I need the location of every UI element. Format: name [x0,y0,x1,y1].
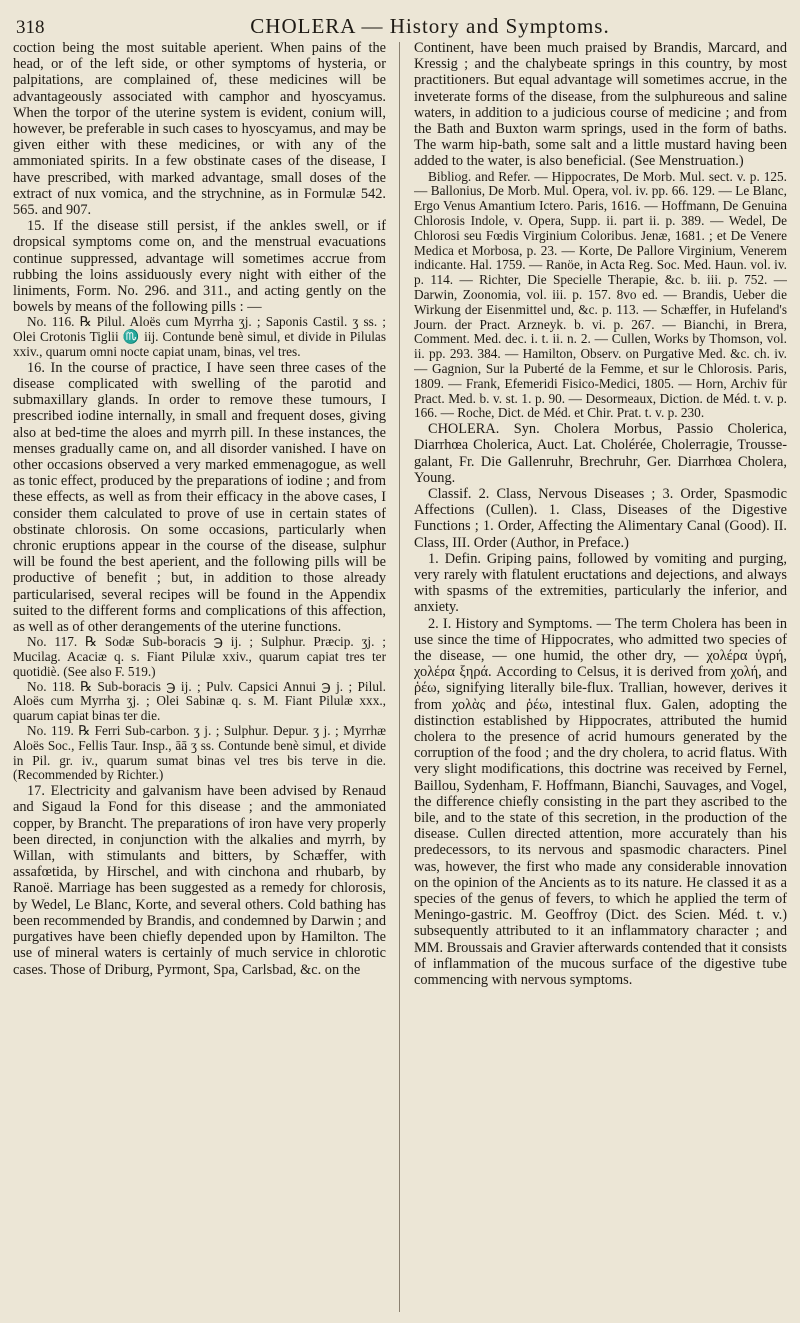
definition: 1. Defin. Griping pains, followed by vomiting and purging, very rarely with flatulent eructations and dejections, and always with spasms of the extremities, particularly the inferior, and anxiety. [414,550,787,616]
entry-heading-cholera: CHOLERA. Syn. Cholera Morbus, Passio Cholerica, Diarrhœa Cholerica, Auct. Lat. Cholérée, Cholerragie, Trousse-galant, Fr. Die Gallenruhr, Brechruhr, Ger. Diarrhœa Cholera, Young. [414,421,787,486]
formula: No. 117. ℞ Sodæ Sub-boracis ℈ ij. ; Sulphur. Præcip. ʒj. ; Mucilag. Acaciæ q. s. Fiant Pilulæ xxiv., quarum capiat tres ter quotidiè. (See also F. 519.) [13,634,386,679]
paragraph: 16. In the course of practice, I have seen three cases of the disease complicated with swelling of the parotid and submaxillary glands. In order to remove these tumours, I prescribed iodine internally, in small and frequent doses, giving also at bed-time the aloes and myrrh pill. In these instances, the menses gradually came on, and all disorder vanished. I have on other occasions observed a very marked emmenagogue, as well as tonic effect, produced by the preparations of iodine ; and from these effects, as well as from their efficacy in the above cases, I consider them calculated to prove of use in certain states of obstinate chlorosis. On some occasions, particularly when chronic eruptions appear in the course of the disease, sulphur will be found the best aperient, and the following pills will be productive of benefit ; but, in addition to those already particularised, several recipes will be found in the Appendix suited to the different forms and complications of this affection, as well as of other derangements of the uterine functions. [13,359,386,636]
right-column [414,40,787,1315]
column-divider [399,42,400,1312]
paragraph: coction being the most suitable aperient. When pains of the head, or of the left side, or other symptoms of hysteria, or palpitations, are complained of, these medicines will be advantageously associated with camphor and hyoscyamus. When the torpor of the uterine system is evident, conium will, however, be preferable in such cases to hyoscyamus, and may be given either with these medicines, or with any of the ammoniated spirits. In a few obstinate cases of the disease, I have prescribed, with marked advantage, small doses of the extract of nux vomica, and the strychnine, as in Formulæ 542. 565. and 907. [13,40,386,219]
page-header [16,14,784,40]
page-number: 318 [16,17,45,38]
paragraph: Continent, have been much praised by Brandis, Marcard, and Kressig ; and the chalybeate springs in this country, by most practitioners. But equal advantage will sometimes accrue, in the inveterate forms of the disease, from the sulphureous and saline waters, in addition to a judicious course of medicine ; and from the Bath and Buxton warm springs, used in the form of baths. The warm hip-bath, some salt and a little mustard having been added to the water, is also beneficial. (See Menstruation.) [414,40,787,170]
formula: No. 118. ℞ Sub-boracis ℈ ij. ; Pulv. Capsici Annui ℈ j. ; Pilul. Aloës cum Myrrha ʒj. ; Olei Sabinæ q. s. M. Fiant Pilulæ xxx., quarum capiat binas ter die. [13,678,386,724]
formula: No. 116. ℞ Pilul. Aloës cum Myrrha ʒj. ; Saponis Castil. ʒ ss. ; Olei Crotonis Tiglii ♏ iij. Contunde benè simul, et divide in Pilulas xxiv., quarum omni nocte capiat unam, binas, vel tres. [13,314,386,360]
left-column [13,40,386,1315]
paragraph: 17. Electricity and galvanism have been advised by Renaud and Sigaud la Fond for this disease ; and the ammoniated copper, by Brancht. The preparations of iron have very properly been directed, in conjunction with the alkalies and myrrh, by Willan, with stimulants and bitters, by Schæffer, with assafœtida, by Hirschel, and with cinchona and rhubarb, by Ranoë. Marriage has been suggested as a remedy for chlorosis, by Wedel, Le Blanc, Korte, and several others. Cold bathing has been recommended by Brandis, and condemned by Darwin ; and purgatives have been chiefly depended upon by Hamilton. The use of mineral waters is certainly of much service in chlorotic cases. Those of Driburg, Pyrmont, Spa, Carlsbad, &c. on the [13,783,386,978]
paragraph: 15. If the disease still persist, if the ankles swell, or if dropsical symptoms come on, and the menstrual evacuations continue suppressed, advantage will sometimes accrue from rubbing the loins assiduously every night with either of the liniments, Form. No. 296. and 311., and acting gently on the bowels by means of the following pills : — [13,218,386,316]
classification: Classif. 2. Class, Nervous Diseases ; 3. Order, Spasmodic Affections (Cullen). 1. Class, Diseases of the Digestive Functions ; 1. Order, Affecting the Alimentary Canal (Good). II. Class, III. Order (Author, in Preface.) [414,485,787,551]
bibliography: Bibliog. and Refer. — Hippocrates, De Morb. Mul. sect. v. p. 125. — Ballonius, De Morb. Mul. Opera, vol. iv. pp. 66. 129. — Le Blanc, Ergo Venus Amantium Ictero. Paris, 1616. — Hoffmann, De Genuina Chlorosis Indole, v. Opera, Supp. ii. part ii. p. 389. — Wedel, De Chlorosi seu Fœdis Virginium Coloribus. Jenæ, 1681. ; et De Venere Medica et Morbosa, p. 23. — Korte, De Pallore Virginium, Venerem indicante. Hal. 1759. — Ranöe, in Acta Reg. Soc. Med. Haun. vol. iv. p. 114. — Richter, Die Specielle Therapie, &c. b. iii. p. 752. — Darwin, Zoonomia, vol. iii. p. 157. 8vo ed. — Brandis, Ueber die Wirkung der Eisenmittel und, &c. p. 113. — Schæffer, in Hufeland's Journ. der Pract. Arzneyk. b. vi. p. 267. — Bianchi, in Brera, Comment. Med. dec. i. t. ii. n. 2. — Cullen, Works by Thomson, vol. ii. pp. 293. 384. — Hamilton, Observ. on Purgative Med. &c. ch. iv. — Gagnion, Sur la Puberté de la Femme, et sur le Chlorosis. Paris, 1809. — Frank, Efemeridi Fisico-Medici, 1805. — Horn, Archiv für Pract. Med. b. v. st. 1. p. 90. — Desormeaux, Diction. de Méd. t. v. p. 166. — Roche, Dict. de Méd. et Chir. Prat. t. v. p. 230. [414,168,787,421]
running-head: CHOLERA — History and Symptoms. [250,14,610,38]
paragraph: 2. I. History and Symptoms. — The term Cholera has been in use since the time of Hippocrates, who admitted two species of the disease, — one humid, the other dry, — χολέρα ὑγρή, χολέρα ξηρά. According to Celsus, it is derived from χολή, and ῥέω, signifying literally bile-flux. Trallian, however, derives it from χολὰς and ῥέω, intestinal flux. Galen, adopting the distinction established by Hippocrates, attributed the humid cholera to the presence of acrid humours generated by the corruption of the food ; and the dry cholera, to acrid flatus. With very slight modifications, this doctrine was received by Fernel, Baillou, Sydenham, F. Hoffmann, Bianchi, Sauvages, and Vogel, the difference chiefly consisting in the part they ascribed to the bile, and to the state of this secretion, in the production of the disease. Cullen directed attention, more accurately than his predecessors, to its nervous and spasmodic characters. Pinel was, however, the first who made any considerable innovation on the opinion of the Ancients as to its nature. He classed it as a species of the genus of fevers, to which he applied the term of Meningo-gastric. M. Geoffroy (Dict. des Scien. Méd. t. v.) subsequently attributed to it an inflammatory character ; and MM. Broussais and Gravier afterwards contended that it consists of inflammation of the mucous surface of the digestive tube commencing with nervous symptoms. [414,615,787,989]
formula: No. 119. ℞ Ferri Sub-carbon. ʒ j. ; Sulphur. Depur. ʒ j. ; Myrrhæ Aloës Soc., Fellis Taur. Insp., āā ʒ ss. Contunde benè simul, et divide in Pil. gr. iv., quarum sumat binas vel tres bis terve in die. (Recommended by Richter.) [13,723,386,783]
